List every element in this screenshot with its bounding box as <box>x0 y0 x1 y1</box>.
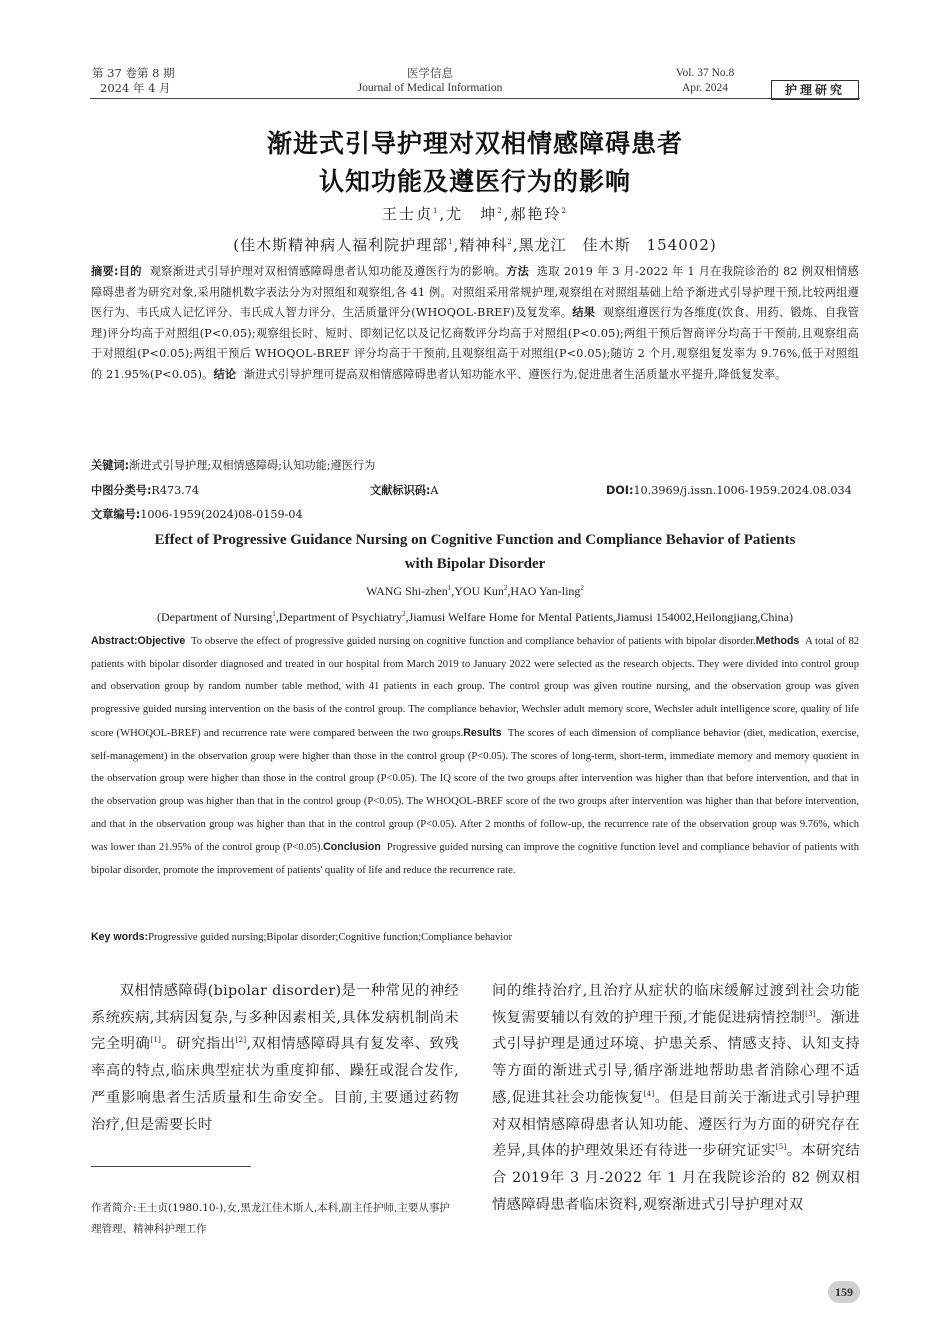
abstract-cn-purpose: 观察渐进式引导护理对双相情感障碍患者认知功能及遵医行为的影响。 <box>149 265 507 278</box>
title-en-line-1: Effect of Progressive Guidance Nursing on Cognitive Function and Compliance Behavior of Patients <box>154 532 796 548</box>
body-text: 。研究指出 <box>161 1036 236 1053</box>
affiliation-mark-2: 2 <box>507 238 513 246</box>
affiliation-en-part-3: ,Jiamusi Welfare Home for Mental Patients,Jiamusi 154002,Heilongjiang,China) <box>405 610 794 624</box>
keywords-en <box>91 926 859 950</box>
article-number-label: 文章编号: <box>91 508 141 521</box>
body-text: 。本研究结合 2019年 3 月-2022 年 1 月在我院诊治的 82 例双相情感障碍患者临床资料,观察渐进式引导护理对双 <box>492 1143 861 1213</box>
clc-number <box>91 481 199 501</box>
author-footnote: 作者简介:王士贞(1980.10-),女,黑龙江佳木斯人,本科,副主任护师,主要从事护理管理、精神科护理工作 <box>91 1202 450 1235</box>
abstract-cn-purpose-label: 目的 <box>118 265 142 278</box>
footnote-rule <box>91 1166 251 1167</box>
author-2: 尤 坤 <box>446 205 498 223</box>
abstract-cn-conclusion-label: 结论 <box>213 367 237 381</box>
body-left-column <box>91 978 459 1138</box>
abstract-en-objective: To observe the effect of progressive guided nursing on cognitive function and compliance behavior of patients with bipolar disorder. <box>190 636 756 647</box>
affiliation-en-mark-2: 2 <box>402 610 406 618</box>
doc-code-value: A <box>430 484 439 497</box>
header-rule <box>90 98 860 99</box>
clc-value: R473.74 <box>151 484 199 497</box>
citation-4: [4] <box>643 1090 655 1099</box>
author-en-1: WANG Shi-zhen <box>366 584 448 598</box>
page-number: 159 <box>828 1281 860 1303</box>
doc-code <box>370 481 439 501</box>
abstract-cn <box>91 262 859 386</box>
abstract-en-conclusion-label: Conclusion <box>323 841 381 854</box>
doi <box>606 481 852 501</box>
affiliation-part-3: ,黑龙江 佳木斯 154002) <box>512 236 717 254</box>
affiliation-en-part-2: ,Department of Psychiatry <box>275 610 403 624</box>
title-en <box>80 528 870 576</box>
abstract-cn-method-label: 方法 <box>506 265 530 278</box>
affiliation-mark-1: 1 <box>448 238 454 246</box>
affiliation-part-1: (佳木斯精神病人福利院护理部 <box>233 236 449 254</box>
doi-value: 10.3969/j.issn.1006-1959.2024.08.034 <box>633 484 852 497</box>
header-journal-en: Journal of Medical Information <box>357 82 503 94</box>
body-text: ,双相情感障碍具有复发率、致残率高的特点,临床典型症状为重度抑郁、躁狂或混合发作,严重影响患者生活质量和生命安全。目前,主要通过药物治疗,但是需要长时 <box>91 1036 460 1133</box>
header-cn-volume: 第 37 卷第 8 期 <box>92 66 175 80</box>
abstract-cn-label: 摘要: <box>91 265 119 278</box>
author-en-separator: , <box>507 584 511 598</box>
keywords-cn <box>91 456 859 476</box>
abstract-cn-conclusion: 渐进式引导护理可提高双相情感障碍患者认知功能水平、遵医行为,促进患者生活质量水平提升,降低复发率。 <box>243 367 787 381</box>
article-number-value: 1006-1959(2024)08-0159-04 <box>140 508 303 521</box>
author-separator: , <box>503 205 511 223</box>
author-2-affil-mark: 2 <box>497 207 504 215</box>
abstract-cn-result-label: 结果 <box>572 306 596 320</box>
citation-3: [3] <box>805 1009 816 1018</box>
header-cn-date: 2024 年 4 月 <box>100 81 171 95</box>
abstract-en-objective-label: Objective <box>137 635 186 647</box>
author-en-2-mark: 2 <box>503 584 508 592</box>
abstract-en-methods: A total of 82 patients with bipolar disorder diagnosed and treated in our hospital from March 2019 to January 2022 were selected as the research objects. They were divided into control group and observation group by random number table method, with 41 patients in each group. The control group was given routine nursing, and the observation group was given progressive guided nursing intervention on the basis of the control group. The compliance behavior, Wechsler adult memory score, Wechsler adult intelligence score, quality of life score (WHOQOL-BREF) and recurrence rate were compared between the two groups. <box>91 636 860 739</box>
abstract-cn-method: 选取 2019 年 3 月-2022 年 1 月在我院诊治的 82 例双相情感障碍患者为研究对象,采用随机数字表法分为对照组和观察组,各 41 例。对照组采用常规护理,观察组在对照组基础上给予渐进式引导护理干预,比较两组遵医行为、韦氏成人记忆评分、韦氏成人智力评分、生活质量评分(WHOQOL-BREF)及复发率。 <box>91 265 859 320</box>
header-journal-block <box>330 66 530 96</box>
body-paragraph-1 <box>91 978 459 1138</box>
affiliation-en <box>80 607 870 627</box>
abstract-en-results-label: Results <box>463 726 502 739</box>
author-1: 王士贞 <box>381 205 433 223</box>
page-title <box>100 125 850 201</box>
affiliation-part-2: ,精神科 <box>453 236 508 254</box>
abstract-en <box>91 630 859 883</box>
author-1-affil-mark: 1 <box>433 207 440 215</box>
author-en-1-mark: 1 <box>447 584 452 592</box>
header-cn-volume-block <box>92 66 175 96</box>
body-text: 双相情感障碍(bipolar disorder)是一种常见的神经系统疾病,其病因复杂,与多种因素相关,具体发病机制尚未完全明确 <box>91 983 459 1053</box>
abstract-en-conclusion: Progressive guided nursing can improve the cognitive function level and compliance behavior of patients with bipolar disorder, promote the improvement of patients' quality of life and reduce the recurrence rate. <box>91 842 860 877</box>
authors <box>100 203 850 225</box>
clc-label: 中图分类号: <box>91 484 152 497</box>
body-text: 。但是目前关于渐进式引导护理对双相情感障碍患者认知功能、遵医行为方面的研究存在差异,具体的护理效果还有待进一步研究证实 <box>492 1089 861 1160</box>
header-en-volume: Vol. 37 No.8 <box>675 67 735 79</box>
author-en-2: YOU Kun <box>454 584 504 598</box>
affiliation-en-mark-1: 1 <box>272 610 276 618</box>
body-paragraph-1-continued <box>492 978 860 1218</box>
body-text: 。渐进式引导护理是通过环境、护患关系、情感支持、认知支持等方面的渐进式引导,循序渐进地帮助患者消除心理不适感,促进其社会功能恢复 <box>492 1009 860 1106</box>
title-en-line-2: with Bipolar Disorder <box>404 556 546 572</box>
keywords-en-label: Key words: <box>91 931 149 943</box>
header-en-volume-block <box>650 66 760 96</box>
body-right-column <box>492 978 860 1218</box>
body-text: 间的维持治疗,且治疗从症状的临床缓解过渡到社会功能恢复需要辅以有效的护理干预,才能促进病情控制 <box>492 983 860 1026</box>
author-3-affil-mark: 2 <box>561 207 568 215</box>
citation-5: [5] <box>775 1143 787 1152</box>
article-number <box>91 505 303 525</box>
doi-label: DOI: <box>606 484 634 497</box>
keywords-cn-label: 关键词: <box>91 459 130 472</box>
citation-2: [2] <box>235 1036 247 1045</box>
header-en-date: Apr. 2024 <box>682 82 728 94</box>
author-3: 郝艳玲 <box>510 205 562 223</box>
abstract-cn-result: 观察组遵医行为各维度(饮食、用药、锻炼、自我管理)评分均高于对照组(P<0.05);观察组长时、短时、即刻记忆以及记忆商数评分均高于对照组(P<0.05);两组干预后智商评分均高于干预前,且观察组高于对照组(P<0.05);两组干预后 WHOQOL-BREF 评分均高于干预前,且观察组高于对照组(P<0.05);随访 2 个月,观察组复发率为 9.76%,低于对照组的 21.95%(P<0.05)。 <box>91 306 859 381</box>
author-en-separator: , <box>451 584 455 598</box>
citation-1: [1] <box>150 1036 162 1045</box>
header-journal-cn: 医学信息 <box>407 66 453 80</box>
keywords-en-text: Progressive guided nursing;Bipolar disorder;Cognitive function;Compliance behavior <box>148 932 513 943</box>
keywords-cn-text: 渐进式引导护理;双相情感障碍;认知功能;遵医行为 <box>129 459 376 472</box>
abstract-en-results: The scores of each dimension of compliance behavior (diet, medication, exercise, self-management) in the observation group were higher than those in the control group (P<0.05). The scores of long-term, short-term, immediate memory and memory quotient in the observation group were higher than those in the control group (P<0.05). The IQ score of the two groups after intervention was higher than that before intervention, and that in the observation group was higher than that in the control group (P<0.05). The WHOQOL-BREF score of the two groups after intervention was higher than that before intervention, and that in the observation group was higher than that in the control group (P<0.05). After 2 months of follow-up, the recurrence rate of the observation group was 9.76%, which was lower than 21.95% of the control group (P<0.05). <box>91 727 859 854</box>
doc-code-label: 文献标识码: <box>370 484 431 497</box>
abstract-en-label: Abstract: <box>91 635 138 647</box>
title-line-1: 渐进式引导护理对双相情感障碍患者 <box>266 129 683 158</box>
section-label: 护理研究 <box>771 80 859 100</box>
abstract-en-methods-label: Methods <box>755 635 800 647</box>
author-en-3-mark: 2 <box>580 584 584 592</box>
affiliation-en-part-1: (Department of Nursing <box>156 610 273 624</box>
authors-en <box>100 582 850 600</box>
affiliation <box>100 234 850 256</box>
title-line-2: 认知功能及遵医行为的影响 <box>318 167 631 196</box>
author-separator: , <box>439 205 447 223</box>
author-en-3: HAO Yan-ling <box>510 584 581 598</box>
